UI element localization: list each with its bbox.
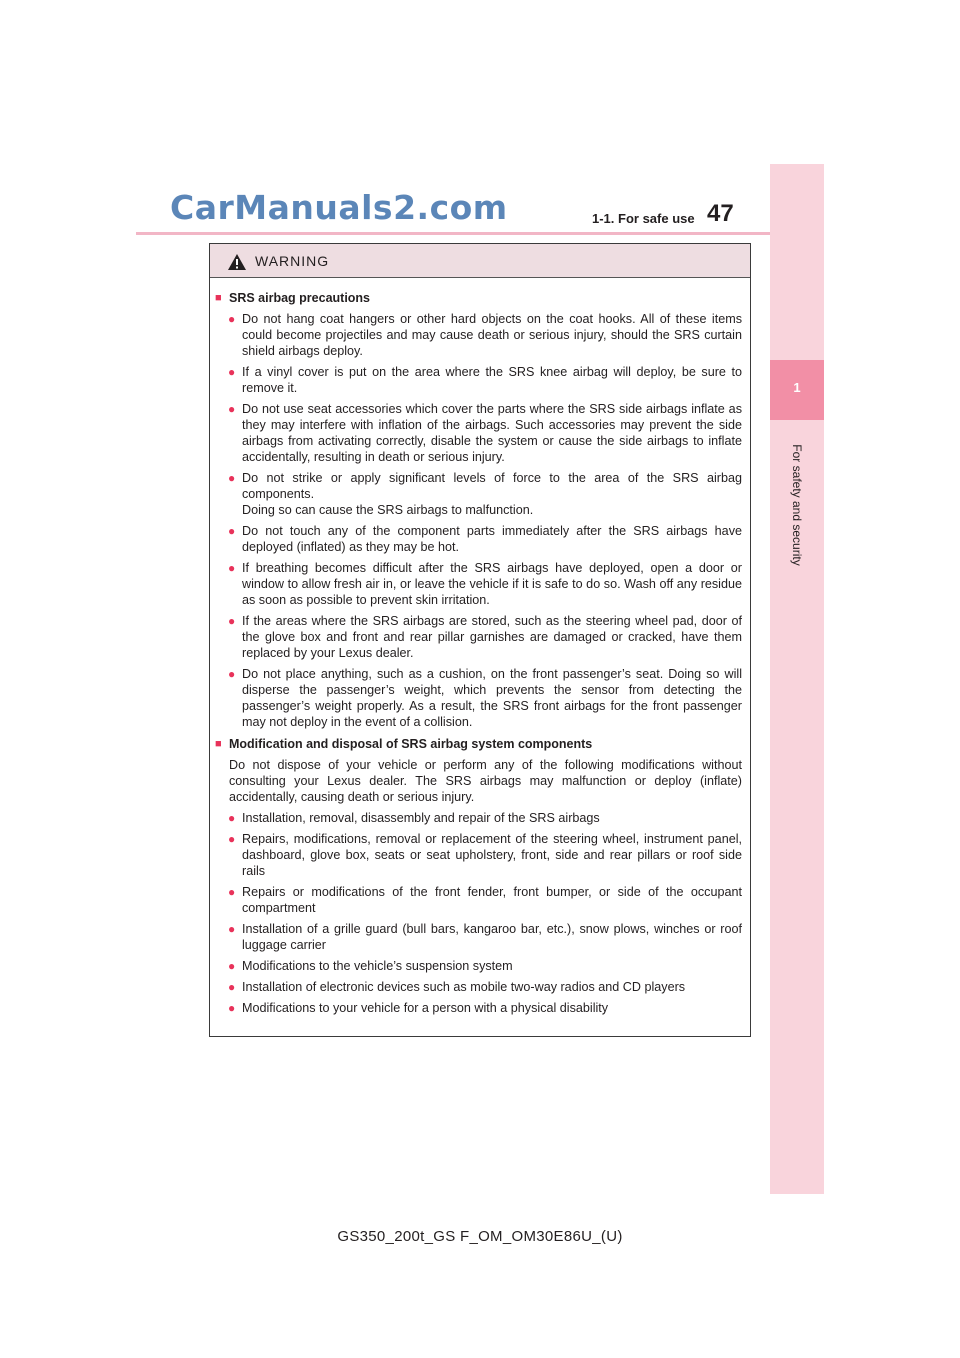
warning-content <box>210 278 750 1016</box>
list-item: ● Do not touch any of the component parts immediately after the SRS airbags have deployed (inflated) as they may be hot. <box>210 523 750 555</box>
section-intro: Do not dispose of your vehicle or perform any of the following modifications without consulting your Lexus dealer. The SRS airbags may malfunction or deploy (inflate) accidentally, causing death or serious injury. <box>229 758 742 804</box>
list-item: ● If the areas where the SRS airbags are stored, such as the steering wheel pad, door of the glove box and front and rear pillar garnishes are damaged or cracked, have them replaced by your Lexus dealer. <box>210 613 750 661</box>
list-item: ● Installation, removal, disassembly and repair of the SRS airbags <box>210 810 750 826</box>
list-item: ● If breathing becomes difficult after the SRS airbags have deployed, open a door or window to allow fresh air in, or leave the vehicle if it is safe to do so. Wash off any residue as soon as possible to prevent skin irritation. <box>210 560 750 608</box>
warning-header <box>210 244 750 278</box>
list-item: ● Installation of electronic devices such as mobile two-way radios and CD players <box>210 979 750 995</box>
list-item: ● Modifications to your vehicle for a person with a physical disability <box>210 1000 750 1016</box>
warning-box <box>209 243 751 1037</box>
list-item: ● If a vinyl cover is put on the area where the SRS knee airbag will deploy, be sure to remove it. <box>210 364 750 396</box>
chapter-label: For safety and security <box>790 444 804 566</box>
list-item: ● Repairs or modifications of the front fender, front bumper, or side of the occupant compartment <box>210 884 750 916</box>
document-code: GS350_200t_GS F_OM_OM30E86U_(U) <box>337 1228 623 1245</box>
list-item: ● Modifications to the vehicle’s suspension system <box>210 958 750 974</box>
chapter-side-tab <box>770 164 824 1194</box>
watermark-logo: CarManuals2.com <box>170 188 508 227</box>
list-item: ● Do not place anything, such as a cushion, on the front passenger’s seat. Doing so will disperse the passenger’s weight, which prevents the sensor from detecting the passenger’s weight properly. As a result, the SRS front airbags for the front passenger may not deploy in the event of a collision. <box>210 666 750 730</box>
list-item: ● Repairs, modifications, removal or replacement of the steering wheel, instrument panel, dashboard, glove box, seats or seat upholstery, front, side and rear pillars or roof side rails <box>210 831 750 879</box>
section-title-modification-disposal: ■ Modification and disposal of SRS airbag system components <box>210 736 750 752</box>
section-reference: 1-1. For safe use <box>592 211 695 226</box>
section-title-srs-precautions: ■ SRS airbag precautions <box>210 290 750 306</box>
list-item: ● Installation of a grille guard (bull bars, kangaroo bar, etc.), snow plows, winches or roof luggage carrier <box>210 921 750 953</box>
list-item: ● Do not hang coat hangers or other hard objects on the coat hooks. All of these items could become projectiles and may cause death or serious injury, should the SRS curtain shield airbags deploy. <box>210 311 750 359</box>
list-item: ● Do not use seat accessories which cover the parts where the SRS side airbags inflate as they may interfere with inflation of the airbags. Such accessories may prevent the side airbags from activating correctly, disable the system or cause the side airbags to inflate accidentally, resulting in death or serious injury. <box>210 401 750 465</box>
warning-triangle-icon <box>227 253 247 271</box>
list-item: ● Do not strike or apply significant levels of force to the area of the SRS airbag components. Doing so can cause the SRS airbags to malfunction. <box>210 470 750 518</box>
warning-title: WARNING <box>255 253 330 269</box>
chapter-number-tab <box>770 360 824 420</box>
header-rule <box>136 232 824 235</box>
page-number: 47 <box>707 200 734 227</box>
chapter-number: 1 <box>793 380 801 395</box>
